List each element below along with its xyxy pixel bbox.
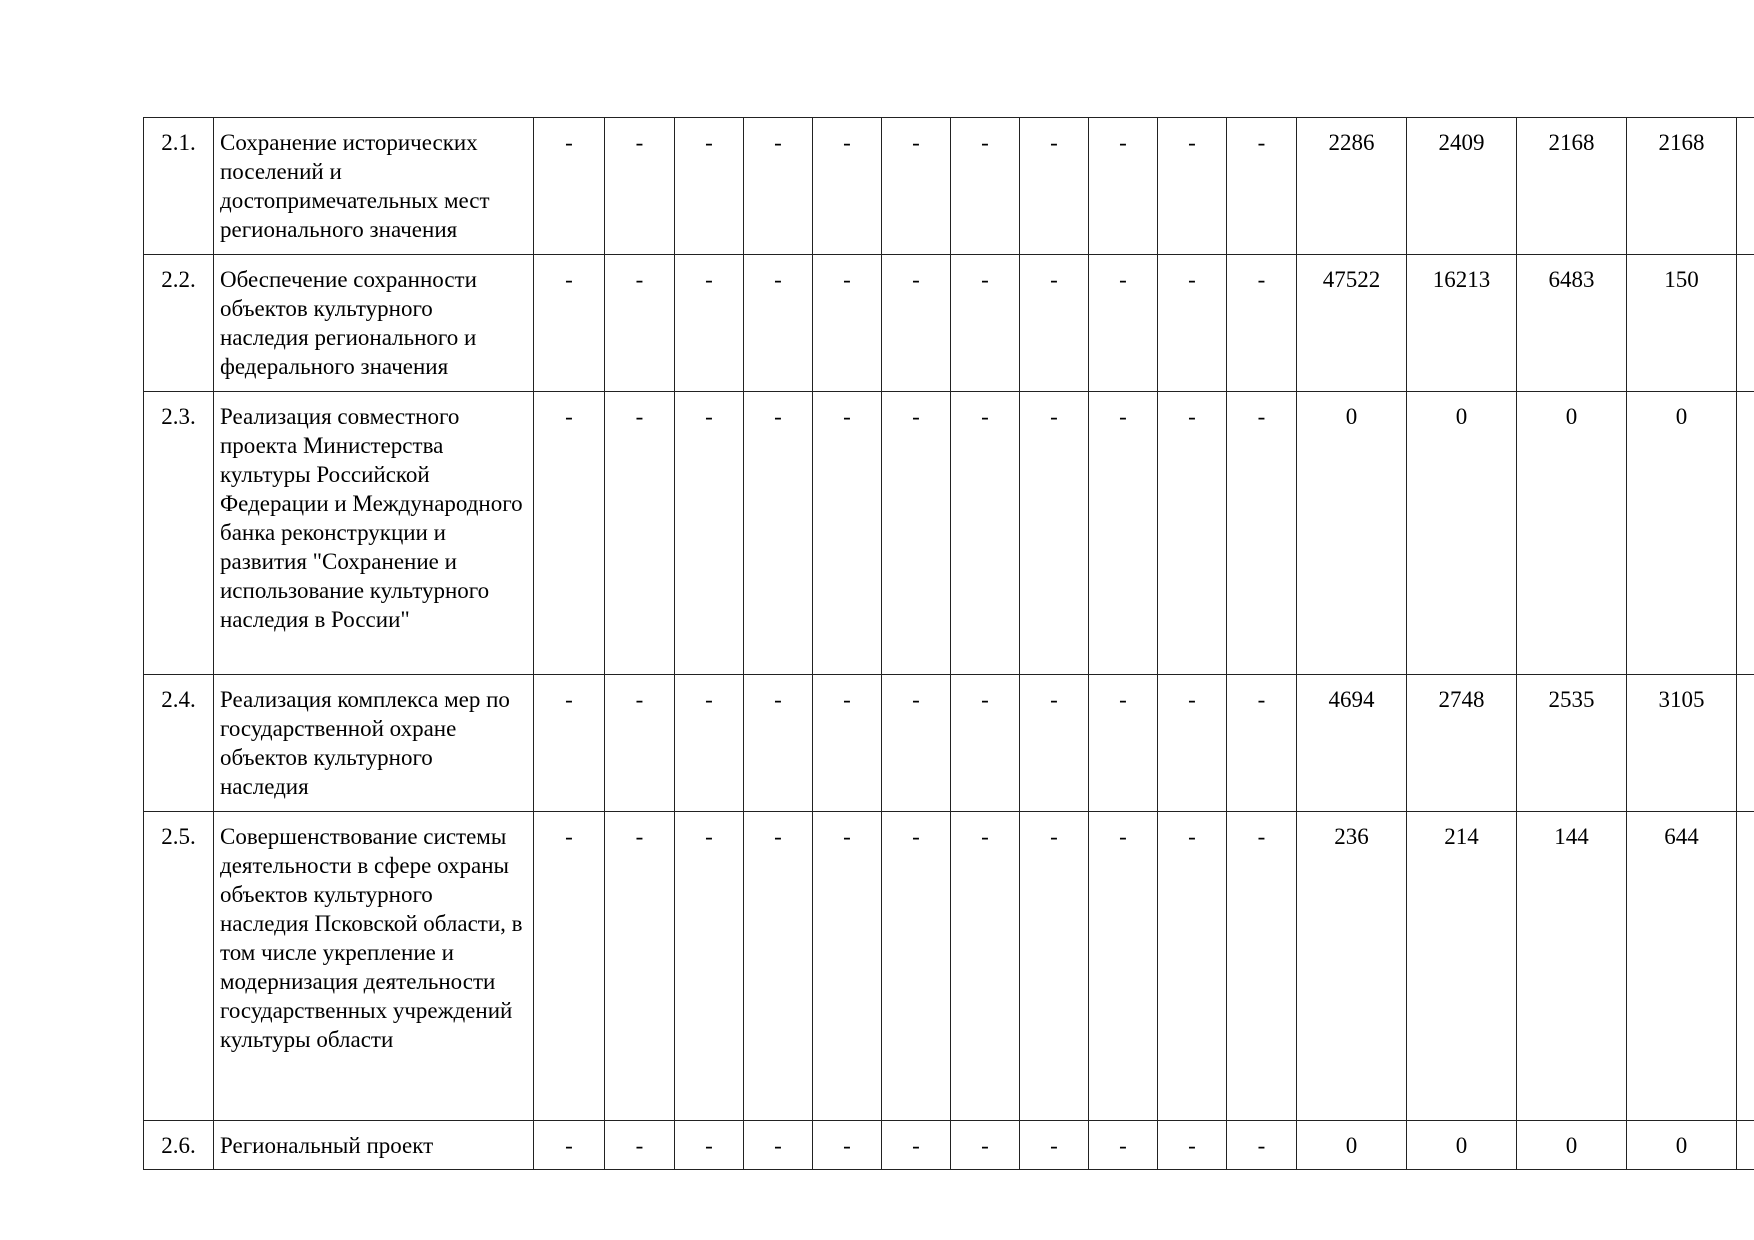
dash-cell: - (882, 118, 951, 255)
row-description: Обеспечение сохранности объектов культурного наследия регионального и федерального значения (214, 255, 534, 392)
row-description: Сохранение исторических поселений и достопримечательных мест регионального значения (214, 118, 534, 255)
dash-cell: - (951, 392, 1020, 675)
dash-cell: - (951, 812, 1020, 1121)
dash-cell: - (882, 675, 951, 812)
row-number: 2.6. (144, 1121, 214, 1170)
dash-cell: - (951, 255, 1020, 392)
dash-cell: - (1089, 675, 1158, 812)
dash-cell: - (605, 118, 675, 255)
dash-cell: - (813, 118, 882, 255)
dash-cell: - (951, 675, 1020, 812)
row-number: 2.1. (144, 118, 214, 255)
dash-cell: - (675, 118, 744, 255)
table-row (144, 255, 1754, 392)
dash-cell: - (813, 392, 882, 675)
dash-cell: - (951, 1121, 1020, 1170)
dash-cell: - (744, 118, 813, 255)
value-cell: 150 (1627, 255, 1737, 392)
dash-cell: - (605, 812, 675, 1121)
dash-cell: - (675, 1121, 744, 1170)
dash-cell: - (1158, 392, 1227, 675)
dash-cell: - (1020, 392, 1089, 675)
dash-cell: - (605, 255, 675, 392)
dash-cell: - (951, 118, 1020, 255)
value-cell: 0 (1627, 1121, 1737, 1170)
table-row (144, 812, 1754, 1121)
value-cell: 4694 (1297, 675, 1407, 812)
value-cell (1737, 675, 1754, 812)
dash-cell: - (605, 1121, 675, 1170)
value-cell: 0 (1407, 1121, 1517, 1170)
value-cell (1737, 255, 1754, 392)
dash-cell: - (605, 392, 675, 675)
dash-cell: - (675, 675, 744, 812)
row-description: Реализация совместного проекта Министерства культуры Российской Федерации и Международного банка реконструкции и развития "Сохранение и использование культурного наследия в России" (214, 392, 534, 675)
dash-cell: - (1158, 255, 1227, 392)
dash-cell: - (1020, 255, 1089, 392)
dash-cell: - (534, 1121, 605, 1170)
value-cell: 2409 (1407, 118, 1517, 255)
value-cell: 2168 (1627, 118, 1737, 255)
dash-cell: - (882, 812, 951, 1121)
dash-cell: - (1227, 812, 1297, 1121)
value-cell (1737, 118, 1754, 255)
value-cell: 2286 (1297, 118, 1407, 255)
value-cell: 0 (1517, 392, 1627, 675)
dash-cell: - (813, 1121, 882, 1170)
dash-cell: - (1158, 812, 1227, 1121)
value-cell: 2748 (1407, 675, 1517, 812)
value-cell: 236 (1297, 812, 1407, 1121)
row-number: 2.5. (144, 812, 214, 1121)
dash-cell: - (1158, 675, 1227, 812)
value-cell: 0 (1297, 392, 1407, 675)
dash-cell: - (1020, 118, 1089, 255)
dash-cell: - (675, 812, 744, 1121)
dash-cell: - (1227, 255, 1297, 392)
row-number: 2.2. (144, 255, 214, 392)
dash-cell: - (813, 255, 882, 392)
dash-cell: - (744, 1121, 813, 1170)
value-cell: 214 (1407, 812, 1517, 1121)
dash-cell: - (1227, 1121, 1297, 1170)
dash-cell: - (1158, 118, 1227, 255)
dash-cell: - (534, 812, 605, 1121)
dash-cell: - (1089, 812, 1158, 1121)
dash-cell: - (744, 812, 813, 1121)
program-table (143, 117, 1754, 1170)
value-cell: 3105 (1627, 675, 1737, 812)
dash-cell: - (1020, 1121, 1089, 1170)
dash-cell: - (882, 1121, 951, 1170)
dash-cell: - (882, 392, 951, 675)
dash-cell: - (744, 392, 813, 675)
table-row (144, 1121, 1754, 1170)
table-row (144, 675, 1754, 812)
row-number: 2.3. (144, 392, 214, 675)
dash-cell: - (675, 392, 744, 675)
dash-cell: - (1089, 1121, 1158, 1170)
value-cell: 644 (1627, 812, 1737, 1121)
value-cell (1737, 392, 1754, 675)
value-cell: 16213 (1407, 255, 1517, 392)
dash-cell: - (813, 675, 882, 812)
dash-cell: - (1158, 1121, 1227, 1170)
dash-cell: - (605, 675, 675, 812)
dash-cell: - (1020, 812, 1089, 1121)
dash-cell: - (882, 255, 951, 392)
value-cell: 2535 (1517, 675, 1627, 812)
value-cell: 2168 (1517, 118, 1627, 255)
table-row (144, 118, 1754, 255)
dash-cell: - (534, 392, 605, 675)
value-cell (1737, 812, 1754, 1121)
dash-cell: - (1227, 392, 1297, 675)
value-cell: 0 (1407, 392, 1517, 675)
row-number: 2.4. (144, 675, 214, 812)
value-cell: 47522 (1297, 255, 1407, 392)
value-cell (1737, 1121, 1754, 1170)
table-row (144, 392, 1754, 675)
dash-cell: - (675, 255, 744, 392)
dash-cell: - (1089, 392, 1158, 675)
dash-cell: - (1227, 675, 1297, 812)
row-description: Совершенствование системы деятельности в сфере охраны объектов культурного наследия Псковской области, в том числе укрепление и модернизация деятельности государственных учреждений культуры области (214, 812, 534, 1121)
document-page (143, 117, 1754, 1173)
table-body (144, 118, 1754, 1170)
dash-cell: - (1089, 255, 1158, 392)
row-description: Региональный проект (214, 1121, 534, 1170)
value-cell: 0 (1297, 1121, 1407, 1170)
value-cell: 0 (1517, 1121, 1627, 1170)
value-cell: 144 (1517, 812, 1627, 1121)
dash-cell: - (534, 675, 605, 812)
dash-cell: - (813, 812, 882, 1121)
value-cell: 0 (1627, 392, 1737, 675)
dash-cell: - (1020, 675, 1089, 812)
dash-cell: - (1227, 118, 1297, 255)
dash-cell: - (534, 118, 605, 255)
dash-cell: - (744, 255, 813, 392)
dash-cell: - (534, 255, 605, 392)
dash-cell: - (744, 675, 813, 812)
value-cell: 6483 (1517, 255, 1627, 392)
row-description: Реализация комплекса мер по государственной охране объектов культурного наследия (214, 675, 534, 812)
dash-cell: - (1089, 118, 1158, 255)
